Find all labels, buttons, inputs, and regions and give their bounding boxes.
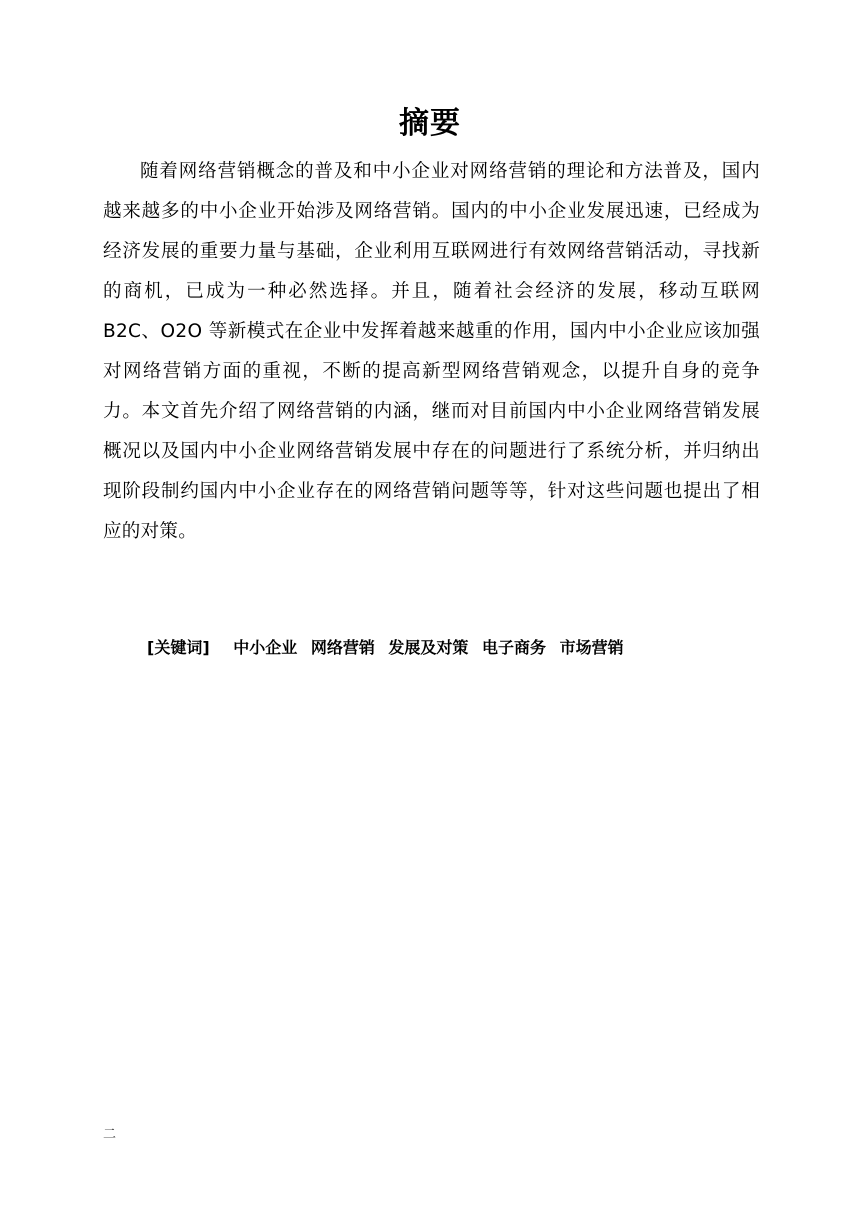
keywords-label: [关键词]	[147, 638, 210, 657]
keyword: 网络营销	[310, 638, 375, 657]
keywords-line	[147, 633, 787, 663]
keyword: 市场营销	[559, 638, 624, 657]
page-number: 二	[103, 1127, 117, 1142]
keyword: 发展及对策	[388, 638, 469, 657]
keyword: 中小企业	[233, 638, 298, 657]
keyword: 电子商务	[482, 638, 547, 657]
abstract-title: 摘要	[399, 106, 461, 141]
abstract-paragraph: 随着网络营销概念的普及和中小企业对网络营销的理论和方法普及，国内越来越多的中小企业开始涉及网络营销。国内的中小企业发展迅速，已经成为经济发展的重要力量与基础，企业利用互联网进行有效网络营销活动，寻找新的商机，已成为一种必然选择。并且，随着社会经济的发展，移动互联网 B2C、O2O 等新模式在企业中发挥着越来越重的作用，国内中小企业应该加强对网络营销方面的重视，不断的提高新型网络营销观念，以提升自身的竞争力。本文首先介绍了网络营销的内涵，继而对目前国内中小企业网络营销发展概况以及国内中小企业网络营销发展中存在的问题进行了系统分析，并归纳出现阶段制约国内中小企业存在的网络营销问题等等，针对这些问题也提出了相应的对策。	[103, 161, 760, 542]
